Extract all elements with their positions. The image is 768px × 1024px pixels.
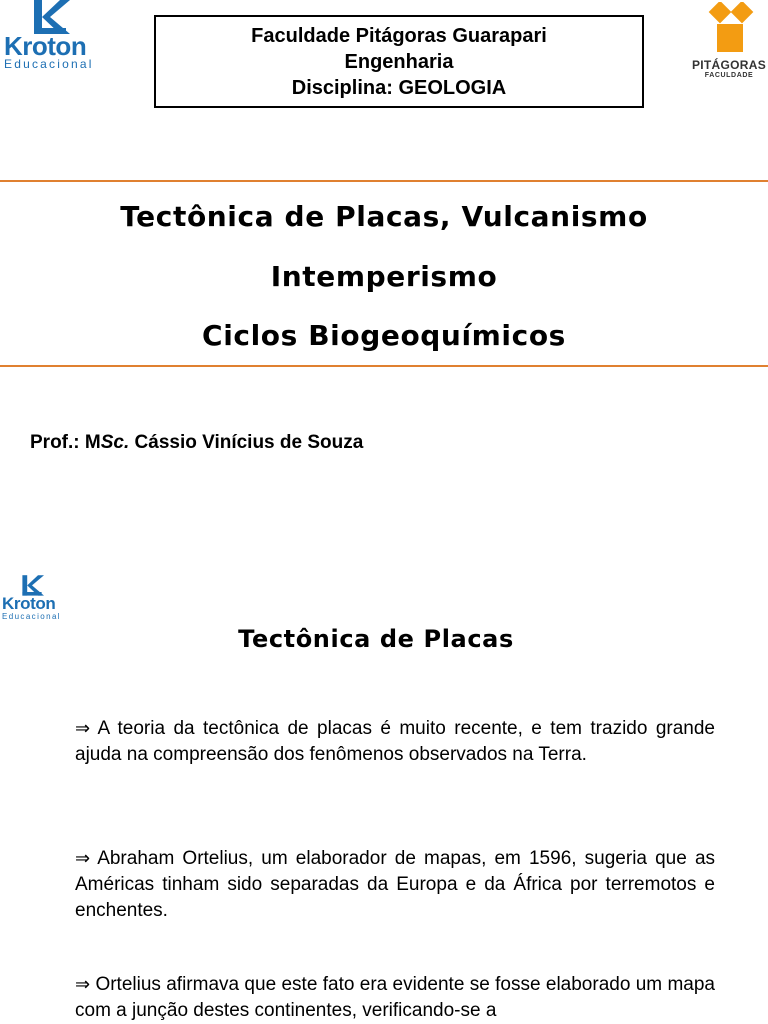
arrow-icon: ⇒ [75, 718, 91, 739]
section-title: Tectônica de Placas [238, 625, 514, 653]
top-rule [0, 180, 768, 182]
header-discipline: Disciplina: GEOLOGIA [291, 76, 507, 99]
header-course: Engenharia [344, 50, 454, 73]
professor-name: Cássio Vinícius de Souza [129, 432, 364, 453]
title-line-3: Ciclos Biogeoquímicos [202, 319, 566, 352]
paragraph-text: Ortelius afirmava que este fato era evidente se fosse elaborado um mapa com a junção destes continentes, verificando-se a [75, 974, 715, 1021]
arrow-icon: ⇒ [75, 848, 91, 869]
kroton-name: Kroton [4, 31, 87, 61]
title-line-1: Tectônica de Placas, Vulcanismo [120, 200, 648, 233]
paragraph-1 [75, 716, 715, 768]
pitagoras-squares-icon [700, 2, 758, 58]
header-institution: Faculdade Pitágoras Guarapari [251, 24, 547, 47]
title-line-2: Intemperismo [270, 260, 498, 293]
pitagoras-logo [690, 2, 768, 82]
pitagoras-name: PITÁGORAS [691, 58, 767, 72]
kroton-logo-small [0, 575, 70, 625]
arrow-icon: ⇒ [75, 974, 91, 995]
paragraph-text: A teoria da tectônica de placas é muito recente, e tem trazido grande ajuda na compreensão dos fenômenos observados na Terra. [75, 718, 715, 765]
kroton-sub-small: Educacional [2, 612, 61, 621]
bottom-rule [0, 365, 768, 367]
kroton-logo [0, 0, 110, 75]
professor-line [30, 432, 363, 454]
paragraph-text: Abraham Ortelius, um elaborador de mapas, em 1596, sugeria que as Américas tinham sido separadas da Europa e da África por terremotos e enchentes. [75, 848, 716, 921]
professor-degree: Sc. [100, 432, 130, 453]
professor-prefix: Prof.: M [30, 432, 101, 453]
pitagoras-sub: FACULDADE [704, 72, 754, 79]
paragraph-2 [75, 846, 715, 924]
kroton-name-small: Kroton [2, 594, 56, 613]
paragraph-3 [75, 972, 715, 1024]
kroton-sub: Educacional [4, 57, 94, 71]
header-box [154, 15, 644, 108]
